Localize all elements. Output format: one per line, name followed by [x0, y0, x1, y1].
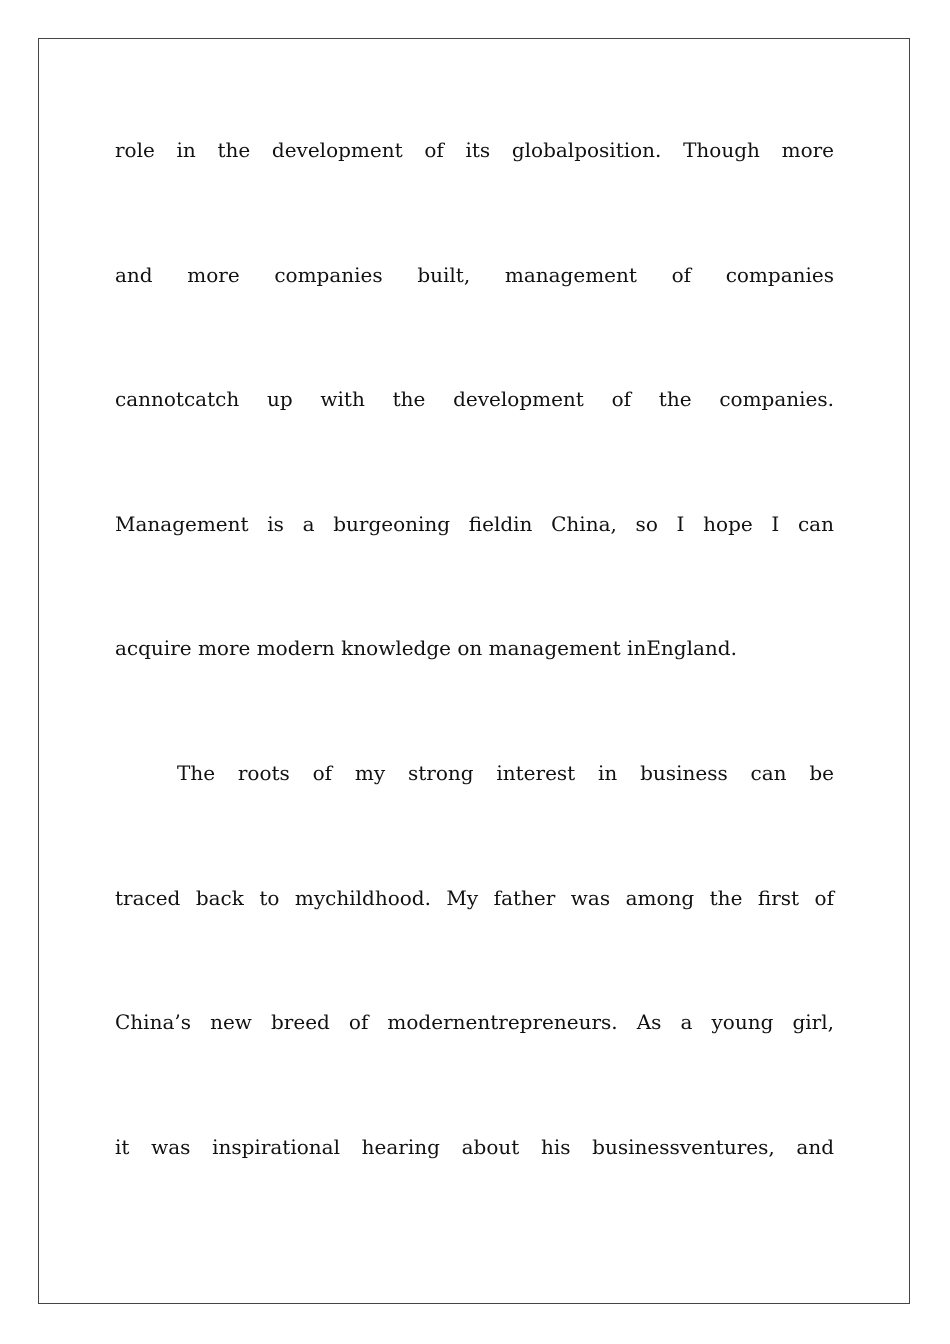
paragraph-end-line: acquire more modern knowledge on management inEngland. [115, 636, 737, 661]
text-line: China’s new breed of modernentrepreneurs. As a young girl, [115, 1010, 834, 1035]
text-line: role in the development of its globalposition. Though more [115, 138, 834, 162]
text-line: traced back to mychildhood. My father was among the first of [115, 885, 834, 910]
document-body [115, 132, 834, 1253]
text-line: and more companies built, management of companies [115, 262, 834, 287]
paragraph-start-line: The roots of my strong interest in business can be [177, 760, 834, 785]
text-line: cannotcatch up with the development of the companies. [115, 387, 834, 412]
text-line: it was inspirational hearing about his businessventures, and [115, 1134, 834, 1159]
text-line: Management is a burgeoning fieldin China, so I hope I can [115, 511, 834, 536]
